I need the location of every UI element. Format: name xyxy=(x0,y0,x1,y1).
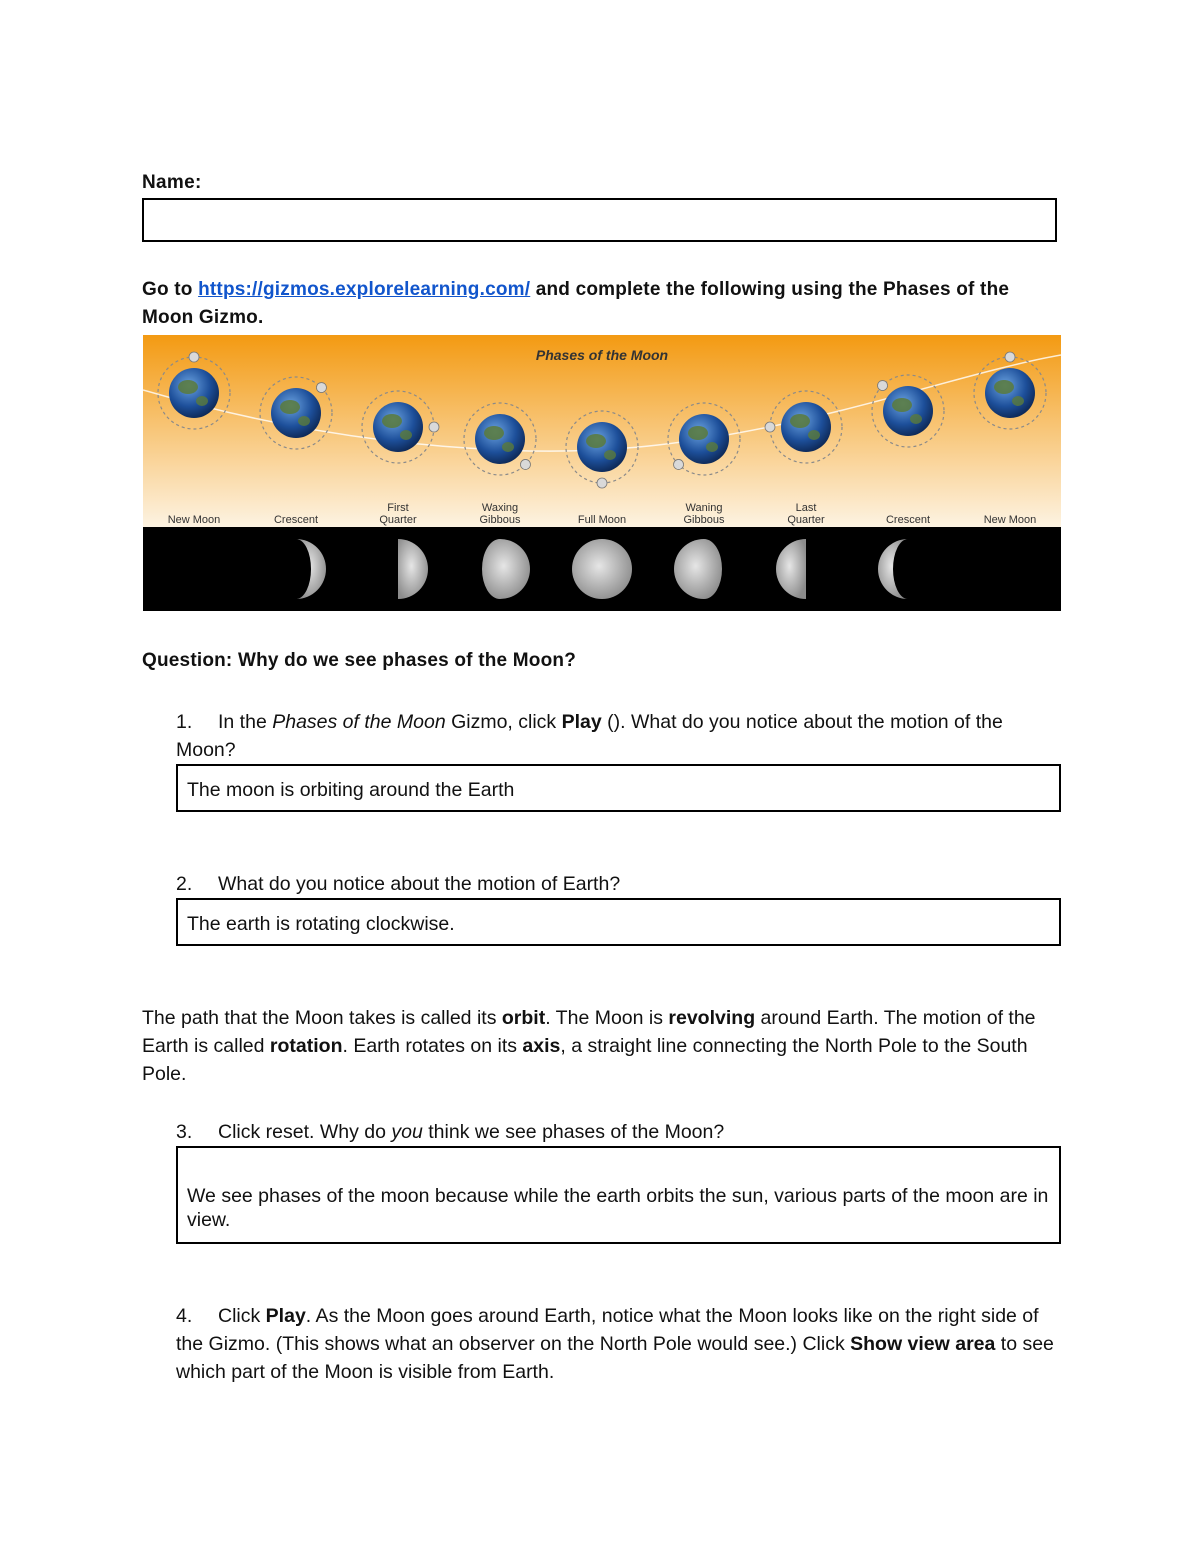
para-text-3: around Earth. The motion of the Earth is called xyxy=(142,1007,1036,1057)
earth-land xyxy=(604,450,616,460)
q1-italic: Phases of the Moon xyxy=(272,711,446,733)
earth-land xyxy=(382,414,402,428)
phase-label: Quarter xyxy=(787,514,825,526)
earth-land xyxy=(280,400,300,414)
q1-bold-play: Play xyxy=(561,711,602,733)
name-label: Name: xyxy=(142,172,202,193)
question-heading: Question: Why do we see phases of the Moon? xyxy=(142,650,577,671)
gizmos-link[interactable]: https://gizmos.explorelearning.com/ xyxy=(198,279,531,300)
q3-italic: you xyxy=(391,1121,423,1143)
earth-icon xyxy=(373,402,423,452)
para-text-1: The path that the Moon takes is called its xyxy=(142,1007,502,1029)
earth-land xyxy=(196,396,208,406)
orbit-moon-icon xyxy=(765,422,775,432)
earth-land xyxy=(688,426,708,440)
phase-label: Waning xyxy=(685,502,723,514)
orbit-moon-icon xyxy=(189,352,199,362)
earth-icon xyxy=(781,402,831,452)
earth-land xyxy=(790,414,810,428)
earth-land xyxy=(502,442,514,452)
q2-text: What do you notice about the motion of Earth? xyxy=(218,873,621,895)
orbit-moon-icon xyxy=(878,381,888,391)
phase-label: New Moon xyxy=(983,514,1037,526)
phase-label: Crescent xyxy=(885,514,931,526)
phase-label: Quarter xyxy=(379,514,417,526)
earth-land xyxy=(910,414,922,424)
earth-land xyxy=(484,426,504,440)
phase-label: Gibbous xyxy=(479,514,521,526)
phase-label: First xyxy=(387,502,409,514)
phase-label: New Moon xyxy=(167,514,221,526)
phase-label: Last xyxy=(795,502,817,514)
earth-land xyxy=(706,442,718,452)
earth-icon xyxy=(985,368,1035,418)
para-text-5: , a straight line connecting the North Pole to the South Pole. xyxy=(142,1035,1028,1085)
q1-number: 1. xyxy=(176,711,193,733)
intro-instructions xyxy=(142,276,1062,332)
q1-text-1: In the xyxy=(218,711,273,733)
orbit-paragraph xyxy=(142,1004,1042,1088)
para-bold-axis: axis xyxy=(522,1035,561,1057)
earth-land xyxy=(994,380,1014,394)
earth-land xyxy=(400,430,412,440)
orbit-moon-icon xyxy=(674,459,684,469)
intro-prefix: Go to xyxy=(142,279,199,300)
q4-prompt xyxy=(176,1302,1066,1386)
q3-answer-box[interactable]: We see phases of the moon because while the earth orbits the sun, various parts of the moon are in view. xyxy=(176,1146,1061,1244)
orbit-moon-icon xyxy=(429,422,439,432)
q1-answer-box[interactable]: The moon is orbiting around the Earth xyxy=(176,764,1061,812)
q4-text-1: Click xyxy=(218,1305,266,1327)
orbit-moon-icon xyxy=(316,383,326,393)
phases-of-moon-figure xyxy=(143,335,1061,611)
phase-label: Gibbous xyxy=(683,514,725,526)
q1-prompt xyxy=(176,708,1066,764)
intro-suffix: and complete the following using the Phases of the Moon Gizmo. xyxy=(142,279,1010,328)
earth-land xyxy=(808,430,820,440)
q2-number: 2. xyxy=(176,873,193,895)
phase-label: Crescent xyxy=(273,514,319,526)
para-bold-rotation: rotation xyxy=(269,1035,343,1057)
earth-icon xyxy=(169,368,219,418)
earth-land xyxy=(298,416,310,426)
phase-label: Waxing xyxy=(481,502,519,514)
q3-number: 3. xyxy=(176,1121,193,1143)
orbit-moon-icon xyxy=(597,478,607,488)
q4-bold-play: Play xyxy=(265,1305,306,1327)
earth-icon xyxy=(883,386,933,436)
earth-land xyxy=(178,380,198,394)
earth-land xyxy=(586,434,606,448)
earth-land xyxy=(892,398,912,412)
earth-icon xyxy=(475,414,525,464)
earth-land xyxy=(1012,396,1024,406)
q4-bold-show-view-area: Show view area xyxy=(850,1333,996,1355)
name-input[interactable] xyxy=(142,198,1057,242)
q4-number: 4. xyxy=(176,1305,193,1327)
moon-phase-icon xyxy=(572,539,632,599)
para-text-4: . Earth rotates on its xyxy=(342,1035,523,1057)
orbit-moon-icon xyxy=(520,459,530,469)
q4-text-3: to see which part of the Moon is visible from Earth. xyxy=(176,1333,1054,1383)
q3-text-2: think we see phases of the Moon? xyxy=(422,1121,725,1143)
q3-text-1: Click reset. Why do xyxy=(218,1121,392,1143)
earth-icon xyxy=(577,422,627,472)
earth-icon xyxy=(679,414,729,464)
orbit-moon-icon xyxy=(1005,352,1015,362)
phase-label: Full Moon xyxy=(577,514,627,526)
para-bold-orbit: orbit xyxy=(501,1007,546,1029)
para-bold-revolving: revolving xyxy=(668,1007,756,1029)
phases-diagram xyxy=(143,335,1061,611)
para-text-2: . The Moon is xyxy=(545,1007,669,1029)
q2-answer-box[interactable]: The earth is rotating clockwise. xyxy=(176,898,1061,946)
q4-text-2: . As the Moon goes around Earth, notice what the Moon looks like on the right side of the Gizmo. (This shows what an observer on the North Pole would see.) Click xyxy=(176,1305,1039,1355)
q1-text-2: Gizmo, click xyxy=(445,711,562,733)
q2-prompt xyxy=(176,870,1066,898)
q3-prompt xyxy=(176,1118,1066,1146)
q1-text-3: (). What do you notice about the motion of the Moon? xyxy=(176,711,1003,761)
figure-title: Phases of the Moon xyxy=(535,347,669,363)
earth-icon xyxy=(271,388,321,438)
